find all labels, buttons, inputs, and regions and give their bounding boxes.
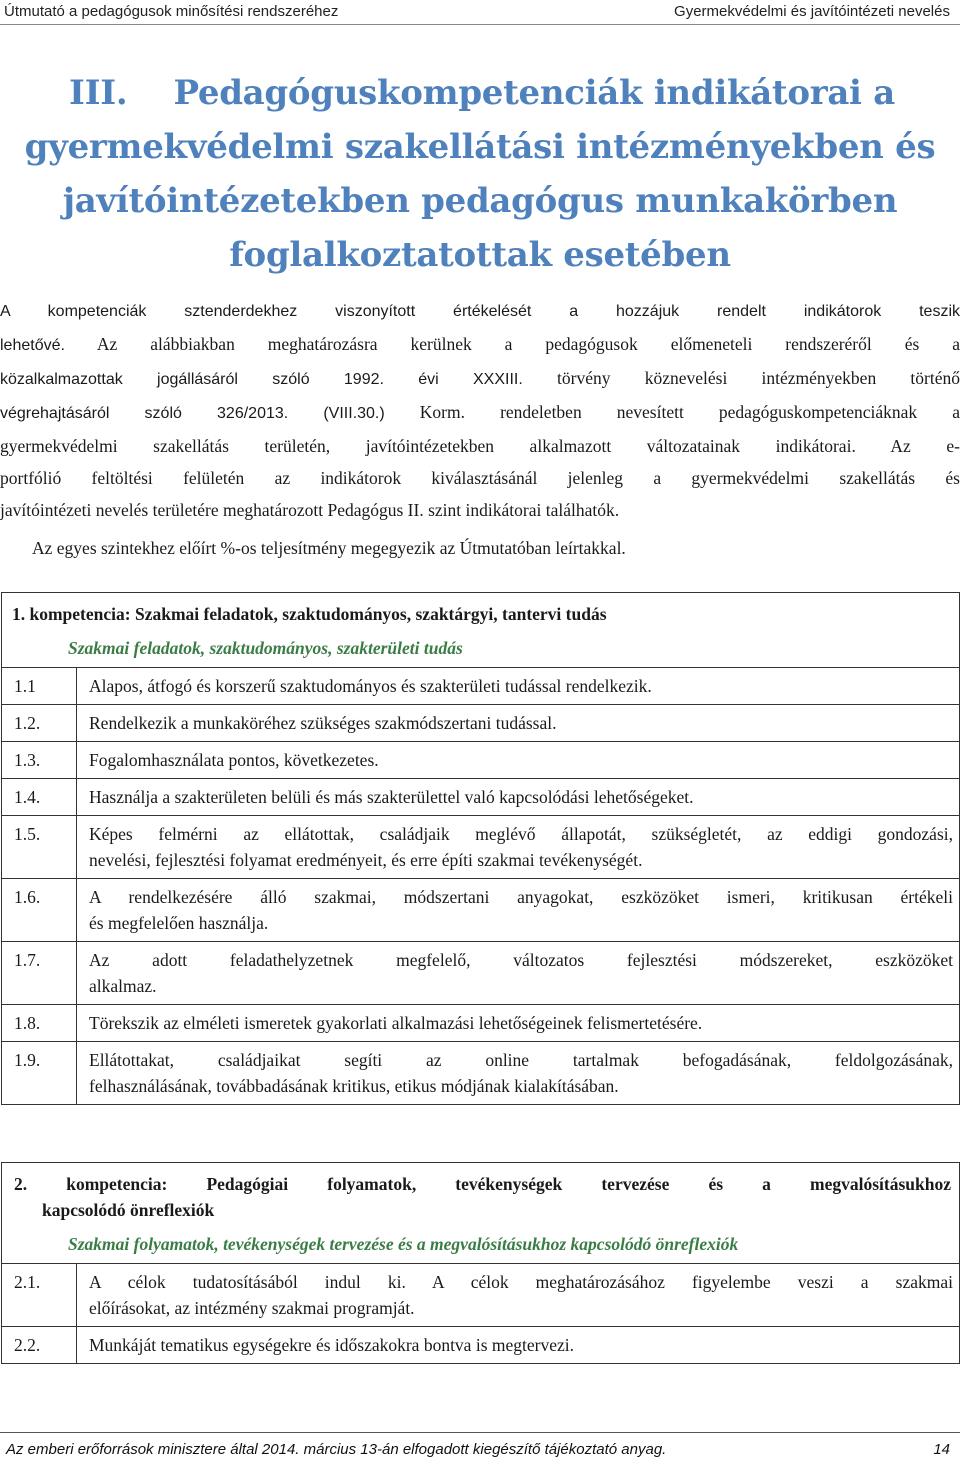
indicator-number: 2.1. (2, 1264, 77, 1327)
competency-title: 2. kompetencia: Pedagógiai folyamatok, tevékenységek tervezése és a megvalósításukhoz (14, 1174, 951, 1194)
indicator-text: Ellátottakat, családjaikat segíti az online tartalmak befogadásának, feldolgozásának, felhasználásának, továbbadásának kritikus, etikus módjának kialakításában. (77, 1042, 960, 1105)
intro-line: portfólió feltöltési felületén az indikátorok kiválasztásánál jelenleg a gyermekvédelmi szakellátás és (0, 468, 960, 488)
indicator-number: 1.3. (2, 742, 77, 779)
intro-line: A kompetenciák sztenderdekhez viszonyított értékelését a hozzájuk rendelt indikátorok teszik (0, 303, 960, 320)
competency-2-table (1, 1162, 960, 1364)
indicator-number: 1.8. (2, 1005, 77, 1042)
title-line: javítóintézetekben pedagógus munkakörben (62, 181, 898, 221)
indicator-row (2, 705, 960, 742)
competency-header (2, 593, 960, 668)
intro-paragraph-1 (0, 296, 960, 526)
title-line: III. Pedagóguskompetenciák indikátorai a (69, 73, 895, 113)
title-line: gyermekvédelmi szakellátási intézményekben és (24, 127, 936, 167)
indicator-row (2, 668, 960, 705)
indicator-text: Rendelkezik a munkaköréhez szükséges szakmódszertani tudással. (77, 705, 960, 742)
indicator-number: 1.6. (2, 879, 77, 942)
competency-header (2, 1163, 960, 1264)
indicator-row (2, 1327, 960, 1364)
indicator-number: 1.2. (2, 705, 77, 742)
indicator-row (2, 1005, 960, 1042)
indicator-row (2, 779, 960, 816)
indicator-number: 1.9. (2, 1042, 77, 1105)
title-line: foglalkoztatottak esetében (229, 235, 731, 275)
indicator-text: A rendelkezésére álló szakmai, módszertani anyagokat, eszközöket ismeri, kritikusan értékeli és megfelelően használja. (77, 879, 960, 942)
page-footer (0, 1432, 960, 1465)
indicator-text: A célok tudatosításából indul ki. A célok meghatározásához figyelembe veszi a szakmai előírásokat, az intézmény szakmai programját. (77, 1264, 960, 1327)
page-number: 14 (933, 1441, 950, 1458)
indicator-number: 2.2. (2, 1327, 77, 1364)
competency-1-table (1, 592, 960, 1105)
indicator-row (2, 942, 960, 1005)
intro-line: gyermekvédelmi szakellátás területén, javítóintézetekben alkalmazott változatainak indikátorai. Az e- (0, 436, 960, 456)
footer-text: Az emberi erőforrások minisztere által 2014. március 13-án elfogadott kiegészítő tájékoztató anyag. (6, 1441, 667, 1458)
indicator-number: 1.5. (2, 816, 77, 879)
indicator-text: Törekszik az elméleti ismeretek gyakorlati alkalmazási lehetőségeinek felismertetésére. (77, 1005, 960, 1042)
indicator-row (2, 742, 960, 779)
indicator-text: Alapos, átfogó és korszerű szaktudományos és szakterületi tudással rendelkezik. (77, 668, 960, 705)
competency-title: 1. kompetencia: Szakmai feladatok, szaktudományos, szaktárgyi, tantervi tudás (12, 604, 607, 624)
indicator-row (2, 1042, 960, 1105)
intro-line: javítóintézeti nevelés területére meghatározott Pedagógus II. szint indikátorai találhatók. (0, 500, 620, 520)
competency-subtitle: Szakmai feladatok, szaktudományos, szakterületi tudás (68, 638, 463, 658)
competency-title-cont: kapcsolódó önreflexiók (42, 1200, 215, 1220)
indicator-row (2, 879, 960, 942)
indicator-number: 1.1 (2, 668, 77, 705)
indicator-text: Munkáját tematikus egységekre és időszakokra bontva is megtervezi. (77, 1327, 960, 1364)
indicator-number: 1.4. (2, 779, 77, 816)
indicator-number: 1.7. (2, 942, 77, 1005)
indicator-text: Képes felmérni az ellátottak, családjaik meglévő állapotát, szükségletét, az eddigi gondozási, nevelési, fejlesztési folyamat eredményeit, és erre építi szakmai tevékenységét. (77, 816, 960, 879)
intro-line: végrehajtásáról szóló 326/2013. (VIII.30.) Korm. rendeletben nevesített pedagóguskompetenciáknak a (0, 402, 960, 422)
indicator-text: Az adott feladathelyzetnek megfelelő, változatos fejlesztési módszereket, eszközöket alkalmaz. (77, 942, 960, 1005)
section-title (0, 66, 960, 282)
intro-line: lehetővé. Az alábbiakban meghatározásra kerülnek a pedagógusok előmeneteli rendszeréről és a (0, 334, 960, 354)
intro-line: közalkalmazottak jogállásáról szóló 1992. évi XXXIII. törvény köznevelési intézményekben történő (0, 368, 960, 388)
indicator-text: Használja a szakterületen belüli és más szakterülettel való kapcsolódási lehetőségeket. (77, 779, 960, 816)
header-left-text: Útmutató a pedagógusok minősítési rendszeréhez (4, 3, 339, 20)
intro-text (0, 296, 960, 564)
indicator-text: Fogalomhasználata pontos, következetes. (77, 742, 960, 779)
page-header (0, 0, 960, 25)
header-right-text: Gyermekvédelmi és javítóintézeti nevelés (674, 3, 950, 20)
intro-paragraph-2: Az egyes szintekhez előírt %-os teljesítmény megegyezik az Útmutatóban leírtakkal. (32, 538, 626, 558)
indicator-row (2, 1264, 960, 1327)
indicator-row (2, 816, 960, 879)
competency-subtitle: Szakmai folyamatok, tevékenységek tervezése és a megvalósításukhoz kapcsolódó önreflexiók (68, 1234, 739, 1254)
